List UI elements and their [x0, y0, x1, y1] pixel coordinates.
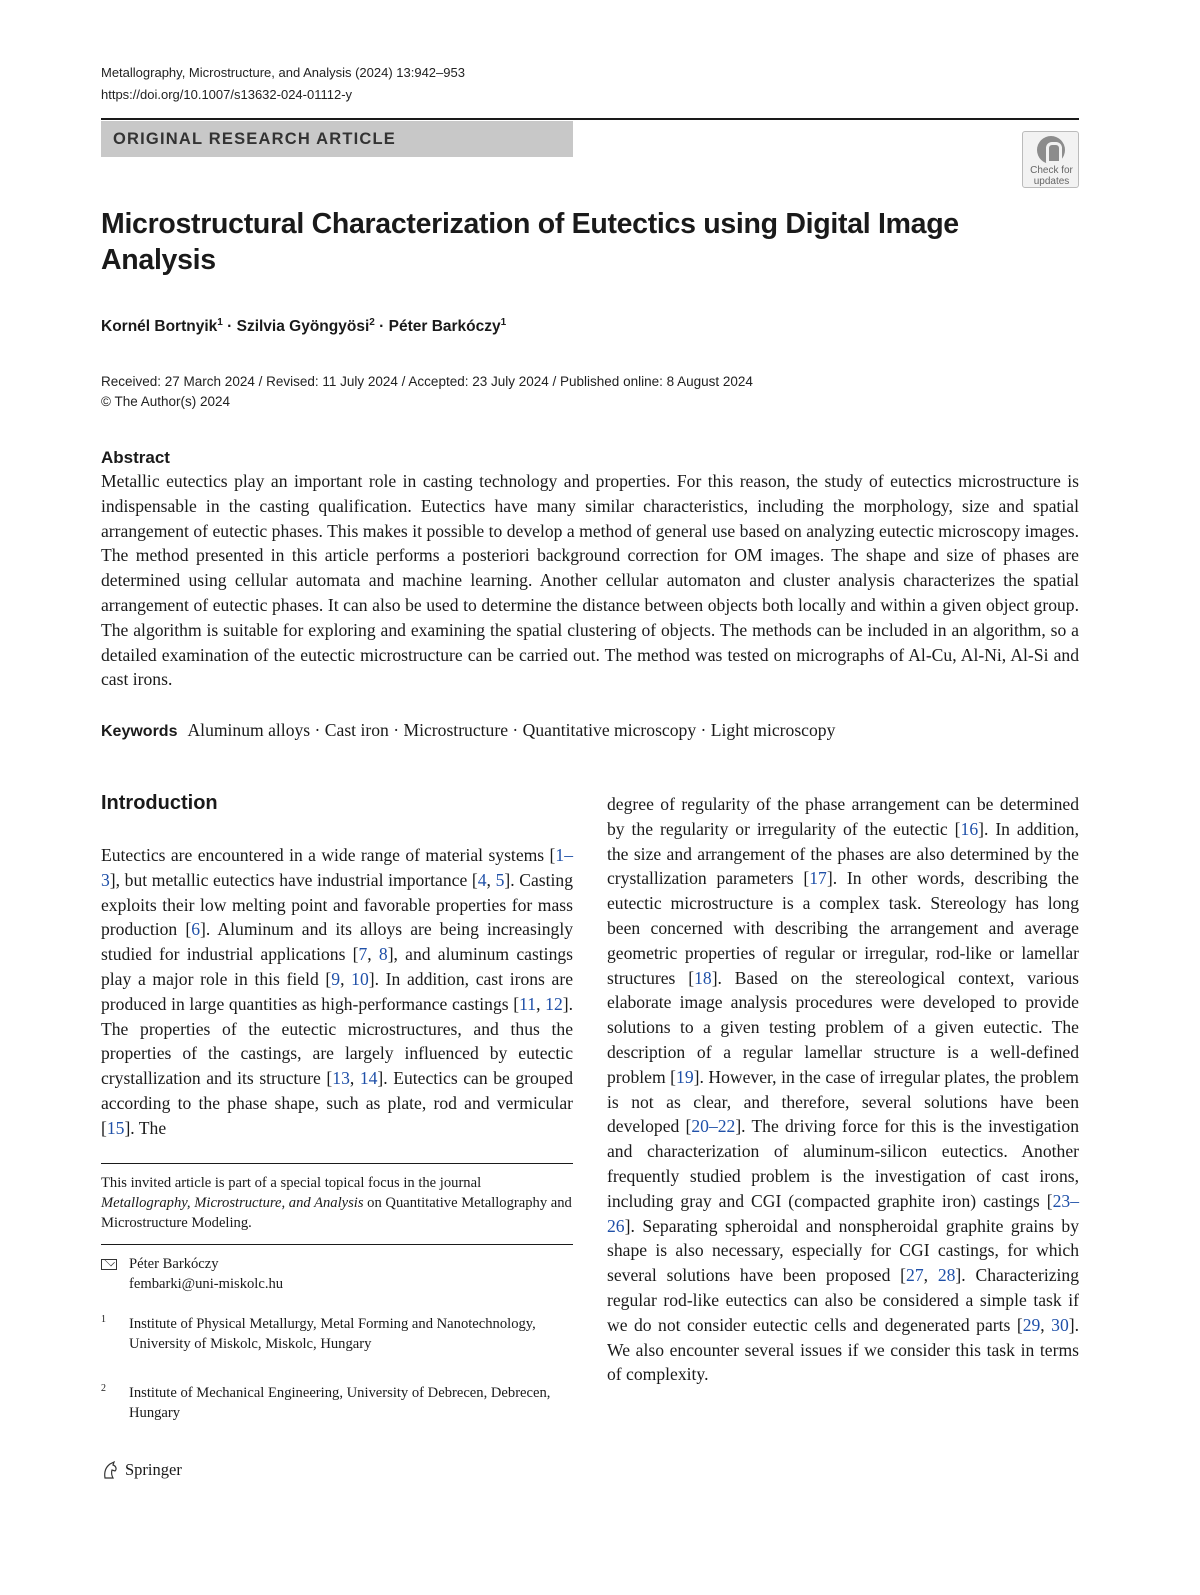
citation-link[interactable]: 18 [694, 967, 712, 988]
citation-link[interactable]: 20–22 [691, 1116, 736, 1137]
citation-link[interactable]: 7 [358, 944, 368, 965]
copyright-notice: © The Author(s) 2024 [101, 394, 231, 409]
citation-link[interactable]: 23–26 [607, 1190, 1079, 1236]
check-for-updates-badge[interactable] [1022, 131, 1079, 188]
citation-link[interactable]: 6 [191, 919, 201, 940]
author-name[interactable]: Kornél Bortnyik [101, 318, 218, 335]
citation-link[interactable]: 10 [351, 968, 369, 989]
citation-link[interactable]: 29 [1022, 1314, 1041, 1335]
publisher-footer [101, 1458, 182, 1482]
journal-name: Metallography, Microstructure, and Analysis [101, 1195, 364, 1211]
citation-link[interactable]: 27 [906, 1265, 924, 1286]
introduction-right-column: degree of regularity of the phase arrangement can be determined by the regularity or irregularity of the eutectic [16]. In addition, the size and arrangement of the phases are also determined by the crystallization parameters [17]. In other words, describing the eutectic microstructure is a complex task. Stereology has long been concerned with describing the arrangement and average geometric properties of regular or irregular, rod-like or lamellar structures [18]. Based on the stereological context, various elaborate image analysis procedures were developed to provide solutions to a given testing problem of a given eutectic. The description of a regular lamellar structure is a well-defined problem [19]. However, in the case of irregular plates, the problem is not as clear, and therefore, several solutions have been developed [20–22]. The driving force for this is the investigation and characterization of aluminum-silicon eutectics. Another frequently studied problem is the investigation of cast irons, including gray and CGI (compacted graphite iron) castings [23–26]. Separating spheroidal and nonspheroidal graphite grains by shape is also necessary, especially for CGI castings, for which several solutions have been proposed [27, 28]. Characterizing regular rod-like eutectics can also be considered a simple task if we do not consider eutectic cells and degenerated parts [29, 30]. We also encounter several issues if we consider this task in terms of complexity. [607, 794, 1080, 1385]
introduction-left-column: Eutectics are encountered in a wide range of material systems [1–3], but metallic eutectics have industrial importance [4, 5]. Casting exploits their low melting point and favorable properties for mass production [6]. Aluminum and its alloys are being increasingly studied for industrial applications [7, 8], and aluminum castings play a major role in this field [9, 10]. In addition, cast irons are produced in large quantities as high-performance castings [11, 12]. The properties of the eutectic microstructures, and thus the properties of the castings, are largely influenced by eutectic crystallization and its structure [13, 14]. Eutectics can be grouped according to the phase shape, such as plate, rod and vermicular [15]. The [101, 845, 574, 1138]
citation-link[interactable]: 30 [1051, 1314, 1069, 1335]
author-name[interactable]: Szilvia Gyöngyösi [236, 318, 370, 335]
citation-link[interactable]: 12 [545, 993, 563, 1014]
citation-link[interactable]: 17 [809, 868, 827, 889]
doi-link[interactable]: https://doi.org/10.1007/s13632-024-01112-y [101, 87, 353, 102]
author-name[interactable]: Péter Barkóczy [388, 318, 501, 335]
history-dates: Received: 27 March 2024 / Revised: 11 July 2024 / Accepted: 23 July 2024 / Published online: 8 August 2024 [101, 374, 753, 389]
citation-link[interactable]: 11 [519, 993, 537, 1014]
abstract-text: Metallic eutectics play an important role in casting technology and properties. For this reason, the study of eutectics microstructure is indispensable in the casting qualification. Eutectics have many similar characteristics, including the morphology, size and spatial arrangement of eutectic phases. This makes it possible to develop a method of general use based on analyzing eutectic microscopy images. The method presented in this article performs a posteriori background correction for OM images. The shape and size of phases are determined using cellular automata and machine learning. Another cellular automaton and cluster analysis characterizes the spatial arrangement of eutectic phases. It can also be used to determine the distance between objects both locally and within a given object group. The algorithm is suitable for exploring and examining the spatial clustering of objects. The methods can be included in an algorithm, so a detailed examination of the eutectic microstructure can be carried out. The method was tested on micrographs of Al-Cu, Al-Ni, Al-Si and cast irons. [101, 471, 1079, 690]
citation-link[interactable]: 5 [495, 869, 505, 890]
citation-link[interactable]: 1–3 [101, 845, 573, 890]
contact-email[interactable]: fembarki@uni-miskolc.hu [129, 1276, 284, 1292]
keywords-text: Aluminum alloys · Cast iron · Microstructure · Quantitative microscopy · Light microscopy [187, 720, 836, 740]
footnote-rule [101, 1163, 573, 1164]
citation-link[interactable]: 9 [331, 968, 341, 989]
abstract-heading: Abstract [101, 448, 170, 467]
article-title: Microstructural Characterization of Eutectics using Digital Image Analysis [101, 208, 959, 276]
publisher-name: Springer [125, 1460, 182, 1479]
keywords [101, 718, 835, 744]
footnote: This invited article is part of a special topical focus in the journal Metallography, Microstructure, and Analysis on Quantitative Metallography and Microstructure Modeling. [101, 1175, 572, 1231]
citation-link[interactable]: 16 [960, 818, 979, 839]
citation-link[interactable]: 15 [106, 1117, 125, 1138]
citation-link[interactable]: 19 [676, 1066, 694, 1087]
corresponding-author [101, 1254, 283, 1294]
affiliation-2: 2 Institute of Mechanical Engineering, University of Debrecen, Debrecen, Hungary [101, 1383, 551, 1421]
springer-horse-icon [101, 1460, 119, 1480]
header-rule [101, 118, 1079, 120]
citation-link[interactable]: 13 [332, 1068, 350, 1089]
bookmark-icon [1037, 136, 1065, 164]
contact-name: Péter Barkóczy [129, 1256, 219, 1272]
affiliation-1: 1 Institute of Physical Metallurgy, Metal Forming and Nanotechnology, University of Miskolc, Miskolc, Hungary [101, 1314, 536, 1352]
citation-link[interactable]: 4 [477, 869, 487, 890]
article-type-banner: ORIGINAL RESEARCH ARTICLE [101, 121, 573, 157]
author-list: Kornél Bortnyik$^1$ · Szilvia Gyöngyösi$^2$ · Péter Barkóczy$^1$ [101, 317, 507, 335]
introduction-heading: Introduction [101, 792, 218, 814]
journal-citation: Metallography, Microstructure, and Analysis (2024) 13:942–953 [101, 65, 465, 80]
citation-link[interactable]: 8 [378, 944, 388, 965]
keywords-label: Keywords [101, 723, 178, 740]
envelope-icon [101, 1259, 117, 1270]
publication-dates [101, 372, 753, 412]
citation-link[interactable]: 28 [937, 1265, 956, 1286]
contact-rule [101, 1244, 573, 1245]
citation-link[interactable]: 14 [359, 1068, 378, 1089]
check-updates-label: Check for updates [1030, 165, 1073, 187]
